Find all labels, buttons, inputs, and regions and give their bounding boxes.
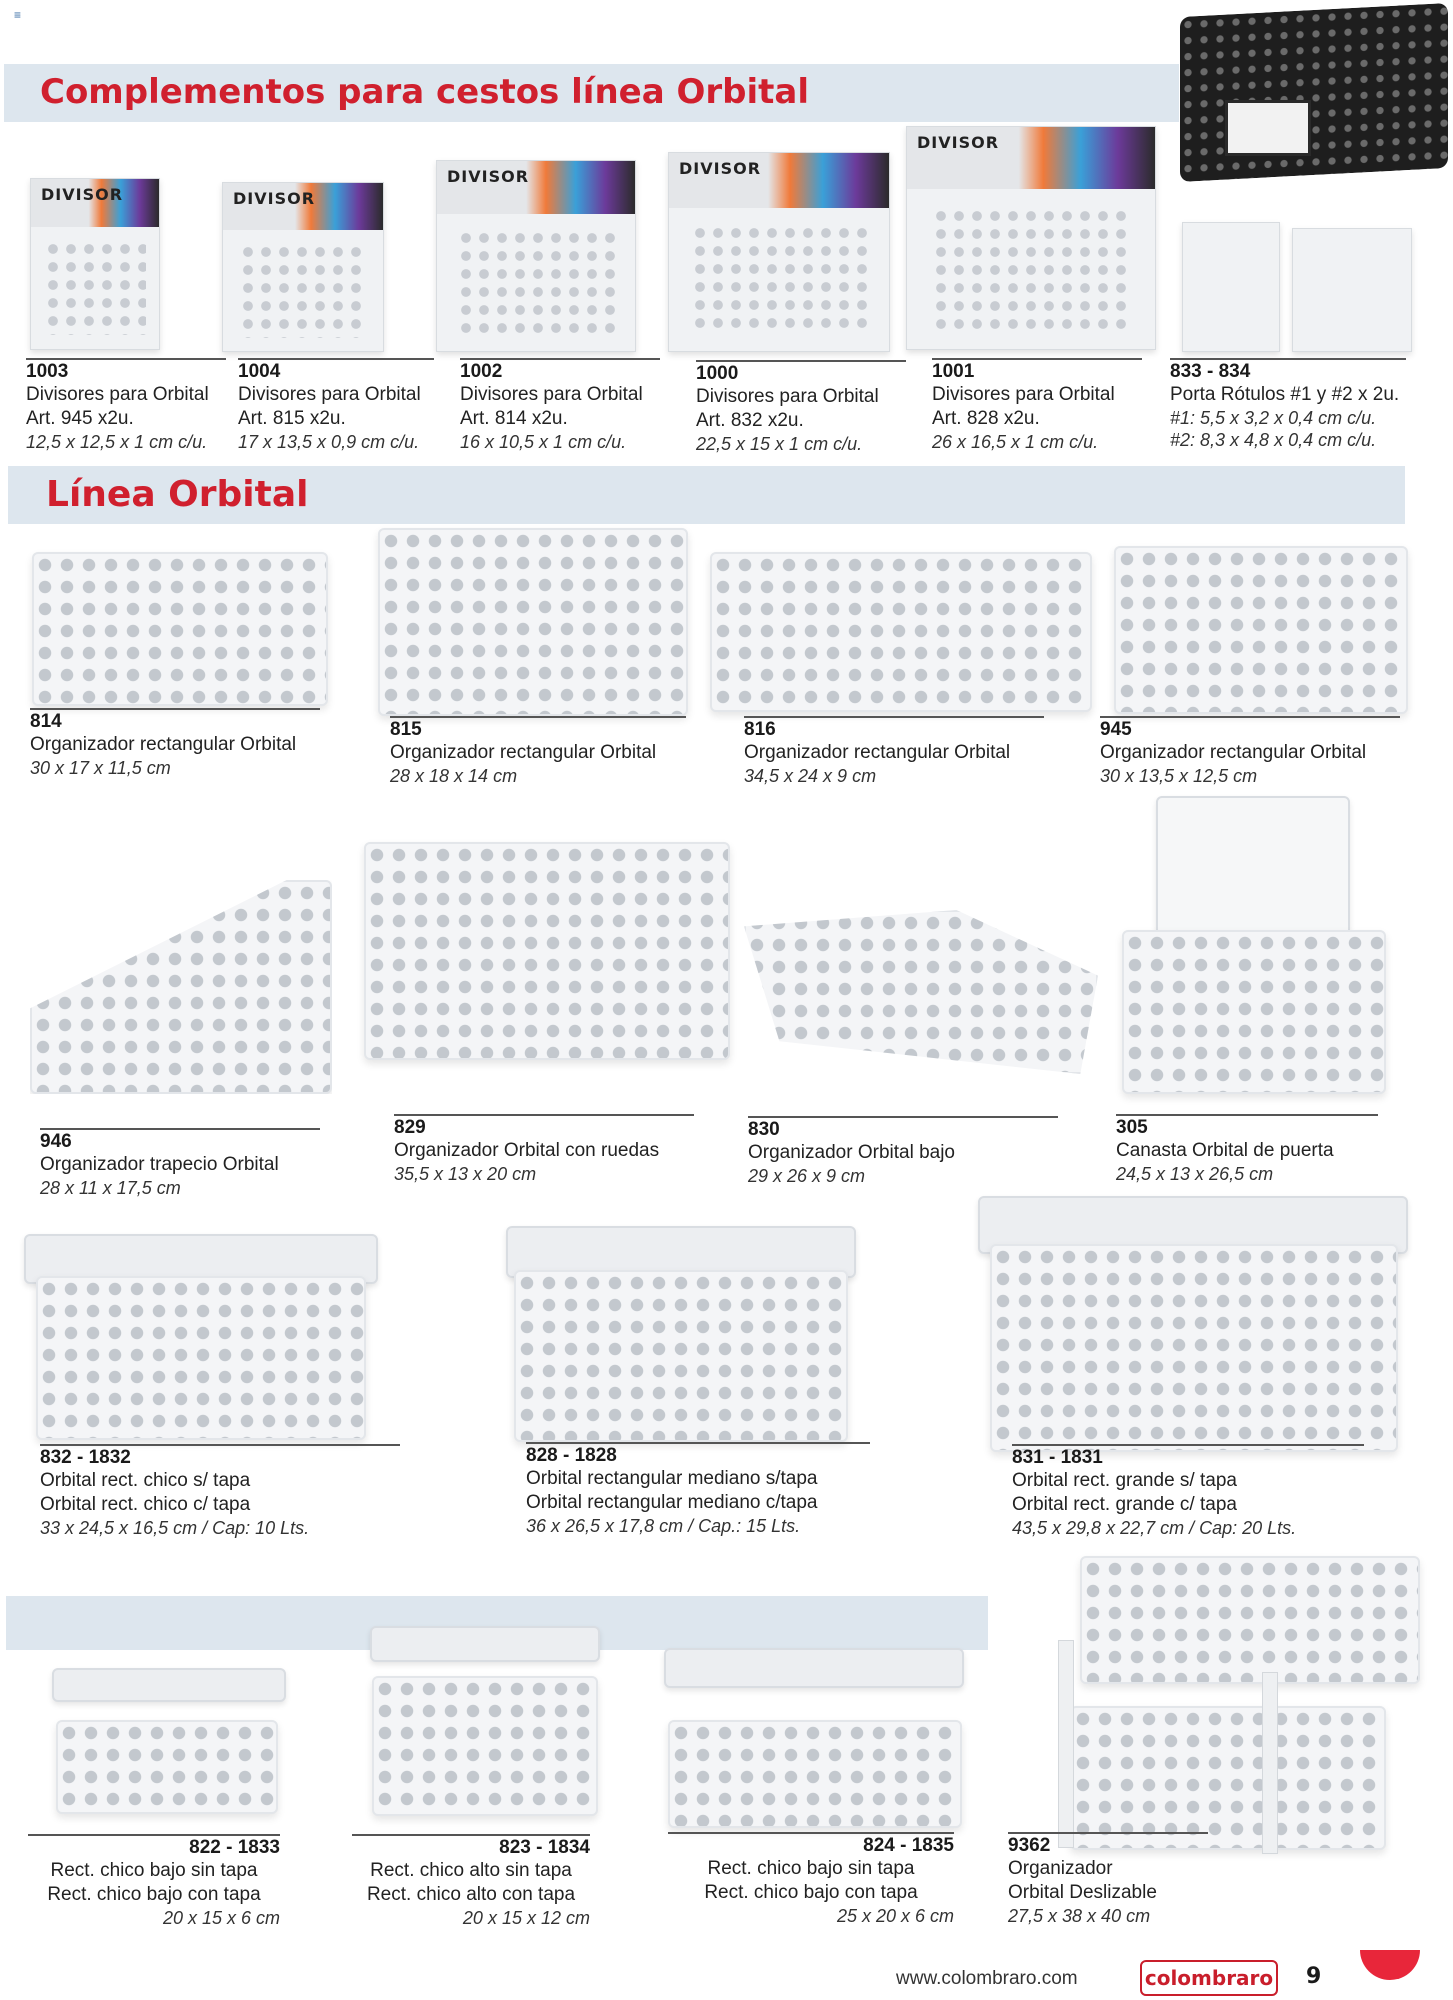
product-name: Organizador rectangular Orbital [744, 742, 1011, 763]
product-rule [1116, 1114, 1378, 1116]
pack-image-1002: DIVISOR [436, 160, 636, 352]
basket-image-828 [514, 1270, 848, 1442]
product-1004 [238, 358, 434, 453]
basket-image-815 [378, 528, 688, 716]
pack-image-833 [1182, 222, 1280, 352]
basket-label-holder [1225, 100, 1311, 156]
product-name: Divisores para Orbital [26, 384, 209, 405]
product-dimensions: 28 x 18 x 14 cm [390, 766, 518, 786]
product-code: 1003 [26, 361, 69, 382]
pack-image-1004: DIVISOR [222, 182, 384, 352]
product-name-1: Organizador [1008, 1858, 1113, 1879]
product-rule [40, 1444, 400, 1446]
shelf-upper-image [1080, 1556, 1420, 1684]
product-dimensions: 30 x 13,5 x 12,5 cm [1100, 766, 1258, 786]
product-1001 [932, 358, 1142, 453]
product-dimensions: 25 x 20 x 6 cm [836, 1906, 954, 1926]
product-dimensions: 16 x 10,5 x 1 cm c/u. [460, 432, 627, 452]
product-name-sin-tapa: Rect. chico alto sin tapa [370, 1860, 572, 1881]
product-rule [28, 1834, 280, 1836]
section-title-complementos: Complementos para cestos línea Orbital [40, 72, 810, 112]
basket-image-305 [1122, 930, 1386, 1094]
product-rule [30, 708, 320, 710]
basket-image-829 [364, 842, 730, 1060]
product-article: Art. 814 x2u. [460, 408, 568, 429]
product-code: 1002 [460, 361, 503, 382]
footer-url-link[interactable]: www.colombraro.com [896, 1968, 1078, 1989]
product-dimensions: 35,5 x 13 x 20 cm [394, 1164, 537, 1184]
product-code: 305 [1116, 1117, 1148, 1138]
product-name: Canasta Orbital de puerta [1116, 1140, 1334, 1161]
product-name: Organizador Orbital con ruedas [394, 1140, 660, 1161]
basket-image-823 [372, 1676, 598, 1816]
product-814 [30, 708, 320, 779]
product-code: 816 [744, 719, 776, 740]
product-code: 823 - 1834 [499, 1837, 590, 1858]
product-name-con-tapa: Orbital rectangular mediano c/tapa [526, 1492, 818, 1513]
product-831-1831 [1012, 1444, 1364, 1539]
basket-image-816 [710, 552, 1092, 712]
product-dimensions: 20 x 15 x 12 cm [462, 1908, 590, 1928]
pack-image-834 [1292, 228, 1412, 352]
product-822-1833 [28, 1834, 280, 1929]
product-code: 1000 [696, 363, 739, 384]
product-830 [748, 1116, 1058, 1187]
product-name: Organizador trapecio Orbital [40, 1154, 279, 1175]
product-code: 1004 [238, 361, 281, 382]
product-rule [26, 358, 226, 360]
product-rule [238, 358, 434, 360]
product-rule [352, 1834, 590, 1836]
product-823-1834 [352, 1834, 590, 1929]
product-code: 9362 [1008, 1835, 1051, 1856]
product-name-sin-tapa: Orbital rect. chico s/ tapa [40, 1470, 251, 1491]
product-dimensions: 24,5 x 13 x 26,5 cm [1116, 1164, 1274, 1184]
product-1003 [26, 358, 226, 453]
product-name-sin-tapa: Rect. chico bajo sin tapa [50, 1860, 258, 1881]
product-1002 [460, 358, 660, 453]
product-833-834 [1170, 358, 1406, 451]
product-article: Art. 945 x2u. [26, 408, 134, 429]
product-rule [1100, 716, 1400, 718]
basket-image-946 [30, 880, 332, 1094]
product-name: Divisores para Orbital [238, 384, 421, 405]
product-945 [1100, 716, 1400, 787]
product-name: Organizador Orbital bajo [748, 1142, 955, 1163]
product-name: Divisores para Orbital [932, 384, 1115, 405]
basket-image-824 [668, 1720, 962, 1828]
product-name: Divisores para Orbital [696, 386, 879, 407]
product-name-sin-tapa: Rect. chico bajo sin tapa [707, 1858, 915, 1879]
product-rule [1170, 358, 1406, 360]
product-article: Art. 828 x2u. [932, 408, 1040, 429]
product-rule [390, 716, 686, 718]
product-dimensions-1: #1: 5,5 x 3,2 x 0,4 cm c/u. [1170, 408, 1377, 428]
basket-image-830 [744, 910, 1098, 1074]
product-name-con-tapa: Rect. chico bajo con tapa [47, 1884, 261, 1905]
product-1000 [696, 360, 906, 455]
basket-image-822 [56, 1720, 278, 1814]
product-name-con-tapa: Orbital rect. chico c/ tapa [40, 1494, 251, 1515]
product-dimensions: 20 x 15 x 6 cm [162, 1908, 280, 1928]
product-name: Divisores para Orbital [460, 384, 643, 405]
product-946 [40, 1128, 320, 1199]
product-name: Porta Rótulos #1 y #2 x 2u. [1170, 384, 1400, 405]
product-829 [394, 1114, 694, 1185]
corner-mark: ≡ [14, 8, 22, 22]
product-code: 1001 [932, 361, 975, 382]
product-article: Art. 832 x2u. [696, 410, 804, 431]
product-815 [390, 716, 686, 787]
product-code: 814 [30, 711, 62, 732]
pack-image-1001: DIVISOR [906, 126, 1156, 350]
product-code: 830 [748, 1119, 780, 1140]
product-832-1832 [40, 1444, 400, 1539]
product-rule [1008, 1832, 1208, 1834]
product-dimensions: 33 x 24,5 x 16,5 cm / Cap: 10 Lts. [40, 1518, 310, 1538]
product-rule [1012, 1444, 1364, 1446]
product-code: 828 - 1828 [526, 1445, 617, 1466]
product-name-con-tapa: Rect. chico alto con tapa [366, 1884, 576, 1905]
basket-image-831 [990, 1244, 1398, 1452]
product-dimensions: 34,5 x 24 x 9 cm [744, 766, 877, 786]
product-305 [1116, 1114, 1378, 1185]
product-rule [932, 358, 1142, 360]
product-dimensions: 22,5 x 15 x 1 cm c/u. [696, 434, 863, 454]
product-name-sin-tapa: Orbital rectangular mediano s/tapa [526, 1468, 818, 1489]
product-name: Organizador rectangular Orbital [30, 734, 297, 755]
shelf-lower-image [1070, 1706, 1386, 1850]
product-dimensions: 17 x 13,5 x 0,9 cm c/u. [238, 432, 420, 452]
product-824-1835 [668, 1832, 954, 1927]
product-name: Organizador rectangular Orbital [390, 742, 657, 763]
product-code: 945 [1100, 719, 1132, 740]
product-rule [744, 716, 1044, 718]
lid-image-1833 [52, 1668, 286, 1702]
product-name-con-tapa: Orbital rect. grande c/ tapa [1012, 1494, 1237, 1515]
product-code: 833 - 834 [1170, 361, 1251, 382]
product-rule [748, 1116, 1058, 1118]
product-rule [460, 358, 660, 360]
lid-image-1835 [664, 1648, 964, 1688]
basket-image-945 [1114, 546, 1408, 714]
product-name: Organizador rectangular Orbital [1100, 742, 1367, 763]
product-dimensions: 36 x 26,5 x 17,8 cm / Cap.: 15 Lts. [526, 1516, 801, 1536]
product-code: 831 - 1831 [1012, 1447, 1103, 1468]
shelf-leg-right [1262, 1672, 1278, 1854]
product-dimensions: 26 x 16,5 x 1 cm c/u. [932, 432, 1099, 452]
product-code: 829 [394, 1117, 426, 1138]
product-rule [394, 1114, 694, 1116]
product-828-1828 [526, 1442, 870, 1537]
product-code: 946 [40, 1131, 72, 1152]
section-title-linea: Línea Orbital [46, 474, 309, 515]
product-dimensions: 30 x 17 x 11,5 cm [30, 758, 171, 778]
product-name-con-tapa: Rect. chico bajo con tapa [704, 1882, 918, 1903]
black-basket-image [1180, 3, 1448, 182]
product-name-2: Orbital Deslizable [1008, 1882, 1157, 1903]
product-rule [526, 1442, 870, 1444]
page-number: 9 [1306, 1964, 1322, 1989]
product-code: 822 - 1833 [189, 1837, 280, 1858]
product-rule [696, 360, 906, 362]
product-dimensions-2: #2: 8,3 x 4,8 x 0,4 cm c/u. [1170, 430, 1377, 450]
brand-logo: colombraro [1140, 1960, 1278, 1996]
product-code: 832 - 1832 [40, 1447, 131, 1468]
product-code: 824 - 1835 [863, 1835, 954, 1856]
product-dimensions: 28 x 11 x 17,5 cm [40, 1178, 181, 1198]
red-half-circle-icon [1360, 1950, 1420, 1980]
product-dimensions: 43,5 x 29,8 x 22,7 cm / Cap: 20 Lts. [1012, 1518, 1297, 1538]
basket-image-814 [32, 552, 328, 706]
product-dimensions: 29 x 26 x 9 cm [748, 1166, 866, 1186]
basket-image-832 [36, 1276, 366, 1440]
shelf-leg-left [1058, 1640, 1074, 1848]
product-dimensions: 27,5 x 38 x 40 cm [1008, 1906, 1151, 1926]
lid-image-1834 [370, 1626, 600, 1662]
pack-image-1003: DIVISOR [30, 178, 160, 350]
pack-image-1000: DIVISOR [668, 152, 890, 352]
door-hook-image [1156, 796, 1350, 950]
product-dimensions: 12,5 x 12,5 x 1 cm c/u. [26, 432, 208, 452]
product-rule [40, 1128, 320, 1130]
product-816 [744, 716, 1044, 787]
product-rule [668, 1832, 954, 1834]
product-name-sin-tapa: Orbital rect. grande s/ tapa [1012, 1470, 1237, 1491]
product-9362 [1008, 1832, 1208, 1927]
product-code: 815 [390, 719, 422, 740]
product-article: Art. 815 x2u. [238, 408, 346, 429]
